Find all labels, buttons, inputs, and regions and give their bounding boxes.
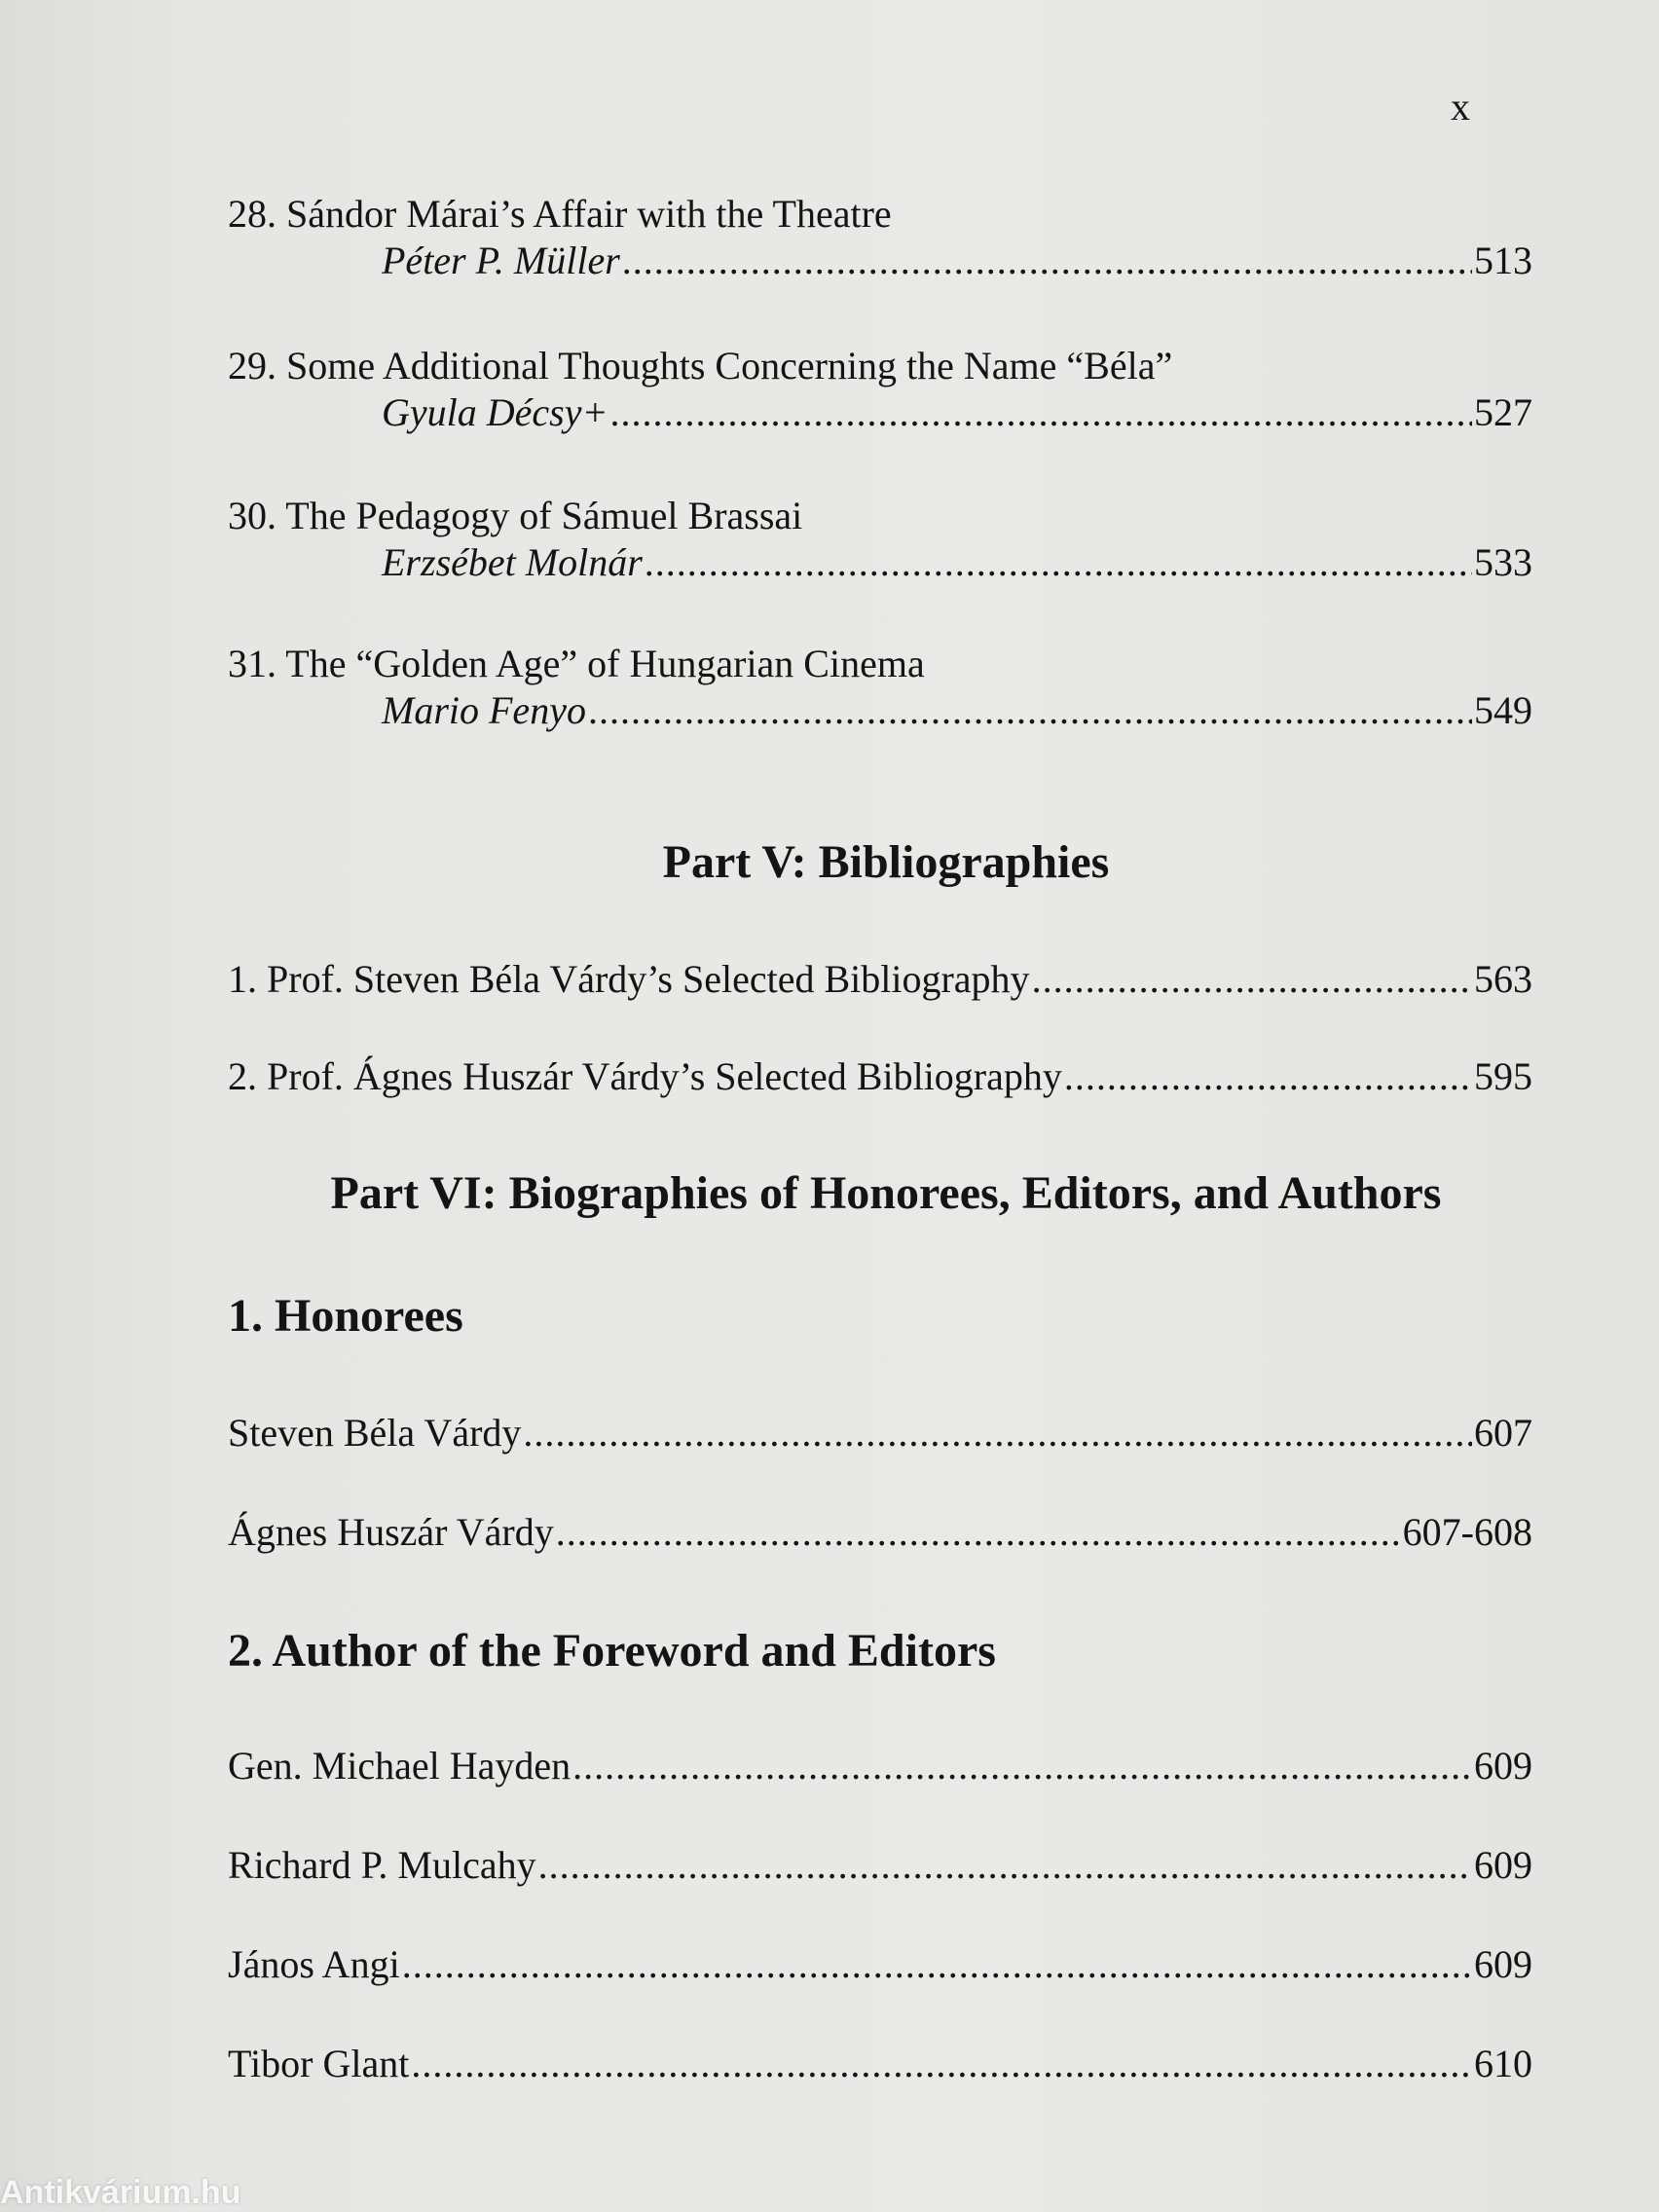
toc-chapter-28: [228, 191, 1532, 284]
entry-row: [228, 1743, 1532, 1789]
page-ref: 609: [1474, 1744, 1532, 1788]
chapter-author: Gyula Décsy+: [382, 390, 608, 434]
chapter-title: 29. Some Additional Thoughts Concerning the Name “Béla”: [228, 344, 1173, 387]
toc-editor-4: [228, 2041, 1532, 2087]
entry-title: 1. Prof. Steven Béla Várdy’s Selected Bibliography: [228, 957, 1030, 1001]
dot-leader: [523, 1410, 1472, 1456]
page-ref: 513: [1474, 239, 1532, 282]
chapter-author: Péter P. Müller: [382, 239, 620, 282]
page-ref: 549: [1474, 688, 1532, 732]
entry-name: Steven Béla Várdy: [228, 1411, 522, 1455]
chapter-author-row: [228, 389, 1532, 436]
toc-editor-2: [228, 1842, 1532, 1889]
honorees-heading: 1. Honorees: [228, 1290, 463, 1342]
entry-row: [228, 1053, 1532, 1100]
page-number: x: [1451, 85, 1470, 129]
toc-chapter-29: [228, 343, 1532, 436]
part-vi-heading: Part VI: Biographies of Honorees, Editors, and Authors: [330, 1167, 1442, 1219]
toc-honoree-1: [228, 1410, 1532, 1456]
dot-leader: [1032, 956, 1472, 1003]
entry-row: [228, 1941, 1532, 1988]
entry-row: [228, 1842, 1532, 1889]
toc-editor-1: [228, 1743, 1532, 1789]
chapter-title: 30. The Pedagogy of Sámuel Brassai: [228, 494, 803, 537]
chapter-title: 31. The “Golden Age” of Hungarian Cinema: [228, 642, 925, 685]
dot-leader: [609, 389, 1472, 436]
dot-leader: [402, 1941, 1472, 1988]
chapter-author-row: [228, 539, 1532, 586]
page-ref: 527: [1474, 390, 1532, 434]
chapter-author: Erzsébet Molnár: [382, 540, 643, 584]
chapter-title: 28. Sándor Márai’s Affair with the Theatre: [228, 192, 892, 236]
dot-leader: [1064, 1053, 1472, 1100]
entry-row: [228, 956, 1532, 1003]
page-ref: 607: [1474, 1411, 1532, 1455]
toc-honoree-2: [228, 1509, 1532, 1556]
entry-name: Richard P. Mulcahy: [228, 1843, 536, 1887]
toc-bibliography-2: [228, 1053, 1532, 1100]
entry-title: 2. Prof. Ágnes Huszár Várdy’s Selected Bibliography: [228, 1054, 1062, 1098]
editors-heading: 2. Author of the Foreword and Editors: [228, 1625, 996, 1677]
dot-leader: [645, 539, 1472, 586]
chapter-author-row: [228, 238, 1532, 284]
entry-row: [228, 1410, 1532, 1456]
page-ref: 533: [1474, 540, 1532, 584]
page-ref: 595: [1474, 1054, 1532, 1098]
part-v-heading: Part V: Bibliographies: [662, 836, 1110, 888]
dot-leader: [556, 1509, 1401, 1556]
entry-name: Tibor Glant: [228, 2042, 410, 2085]
toc-chapter-30: [228, 493, 1532, 586]
dot-leader: [572, 1743, 1472, 1789]
page-ref: 607-608: [1402, 1510, 1532, 1554]
chapter-author-row: [228, 687, 1532, 734]
dot-leader: [622, 238, 1472, 284]
page-ref: 563: [1474, 957, 1532, 1001]
toc-chapter-31: [228, 641, 1532, 734]
page-ref: 610: [1474, 2042, 1532, 2085]
toc-bibliography-1: [228, 956, 1532, 1003]
chapter-author: Mario Fenyo: [382, 688, 586, 732]
entry-name: Gen. Michael Hayden: [228, 1744, 571, 1788]
entry-row: [228, 2041, 1532, 2087]
dot-leader: [538, 1842, 1472, 1889]
page-ref: 609: [1474, 1942, 1532, 1986]
entry-row: [228, 1509, 1532, 1556]
dot-leader: [588, 687, 1472, 734]
dot-leader: [411, 2041, 1472, 2087]
watermark: Antikvárium.hu: [0, 2174, 241, 2211]
toc-editor-3: [228, 1941, 1532, 1988]
entry-name: János Angi: [228, 1942, 400, 1986]
entry-name: Ágnes Huszár Várdy: [228, 1510, 554, 1554]
page-ref: 609: [1474, 1843, 1532, 1887]
